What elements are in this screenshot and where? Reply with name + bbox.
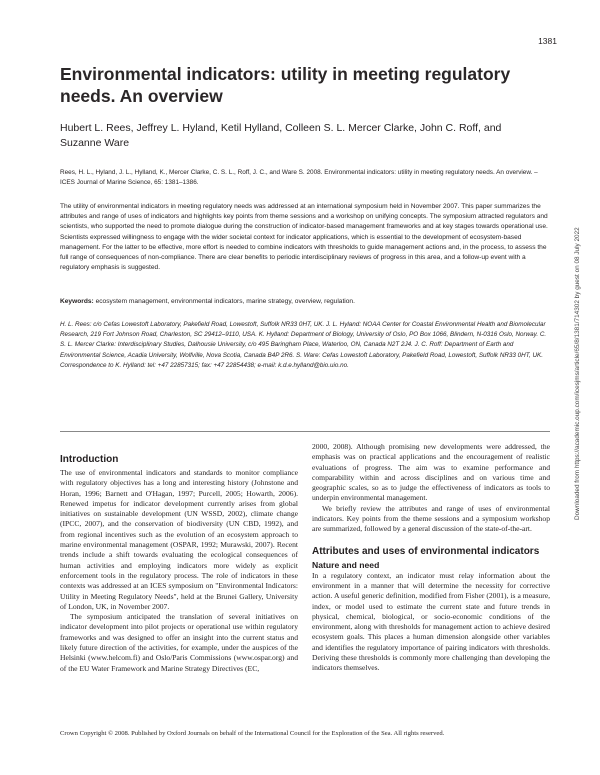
attributes-heading: Attributes and uses of environmental indicators	[312, 545, 540, 557]
keywords-text: ecosystem management, environmental indicators, marine strategy, overview, regulation.	[95, 298, 355, 305]
nature-need-subheading: Nature and need	[312, 559, 380, 570]
intro-paragraph-2: The symposium anticipated the translation of several initiatives on indicator development into pilot projects or operational use within regulatory frameworks and was designed to offer an insight into the current status and likely future direction of the activities, for example, under the auspices of the Helsinki (www.helcom.fi) and Oslo/Paris Commissions (www.ospar.org) and of the EU Water Framework and Marine Strategy Directives (EC,	[60, 612, 298, 673]
intro-paragraph-3: 2000, 2008). Although promising new developments were addressed, the emphasis was on practical applications and the encouragement of realistic evaluations of progress. The aim was to examine performance and comparability within and across disciplines and on various time and geographic scales, so as to judge the effectiveness of indicators as tools to underpin environmental management.	[312, 442, 550, 503]
author-affiliations: H. L. Rees: c/o Cefas Lowestoft Laboratory, Pakefield Road, Lowestoft, Suffolk NR33 0HT, UK. J. L. Hyland: NOAA Center for Coastal Environmental Health and Biomolecular Research, 219 Fort Johnson Road, Charleston, SC 29412–9110, USA. K. Hylland: Department of Biology, University of Oslo, PO Box 1066, Blindern, N-0316 Oslo, Norway. C. S. L. Mercer Clarke: Interdisciplinary Studies, Dalhousie University, c/o 495 Baringham Place, Waterloo, ON, Canada N2T 2J4. J. C. Roff: Department of Earth and Environmental Science, Acadia University, Wolfville, Nova Scotia, Canada B4P 2R6. S. Ware: Cefas Lowestoft Laboratory, Pakefield Road, Lowestoft, Suffolk NR33 0HT, UK. Correspondence to K. Hylland: tel: +47 22857315; fax: +47 22854438; e-mail: k.d.e.hylland@bio.uio.no.	[60, 321, 547, 369]
article-title: Environmental indicators: utility in meeting regulatory needs. An overview	[60, 64, 511, 106]
keywords-label: Keywords:	[60, 298, 94, 305]
author-list: Hubert L. Rees, Jeffrey L. Hyland, Ketil Hylland, Colleen S. L. Mercer Clarke, John C. Roff, and Suzanne Ware	[60, 122, 502, 149]
nature-paragraph: In a regulatory context, an indicator must relay information about the environment in a manner that will determine the necessity for corrective action. A useful generic definition, modified from Fisher (2001), is a measure, index, or model used to estimate the current state and future trends in physical, chemical, biological, or socio-economic conditions of the environment, along with thresholds for management action to achieve desired ecosystem goals. This places a human dimension alongside other variables and identifies the regulatory importance of pairing indicators with thresholds. Deriving these thresholds is commonly more challenging than developing the indicators themselves.	[312, 570, 550, 673]
introduction-heading: Introduction	[60, 454, 119, 465]
page-number: 1381	[538, 36, 557, 46]
left-column	[60, 453, 298, 674]
keywords	[60, 297, 550, 307]
section-divider	[60, 431, 550, 432]
abstract: The utility of environmental indicators in meeting regulatory needs was addressed at an international symposium held in November 2007. This paper summarizes the attributes and range of uses of indicators and highlights key points from theme sessions and a workshop on unifying concepts. The symposium attracted regulators and scientists, who supported the need to promote dialogue during the construction of indicator-based management frameworks and at key stages towards operational use. Scientists expressed willingness to engage with the wider societal context for indicator applications, which is essential to the development of ecosystem-based management. For the latter to be effective, more effort is needed to combine indicators with thresholds to guide management actions and, in the process, to assess the full range of consequences of non-compliance. There are clear benefits to periodic interdisciplinary reviews of progress in this area, and a follow-up event with a regulatory emphasis is suggested.	[60, 203, 548, 272]
intro-paragraph-1: The use of environmental indicators and standards to monitor compliance with regulatory objectives has a long and interesting history (Johnstone and Horan, 1996; Barnett and O'Hagan, 1997; Purcell, 2005; Howarth, 2006). Renewed impetus for indicator development currently arises from global initiatives on sustainable development (UN WSSD, 2002), climate change (IPCC, 2007), and the conservation of biodiversity (UN CBD, 1992), and from regional incentives such as the evolution of an ecosystem approach to marine environmental management (OSPAR, 1992; Murawski, 2007). Recent trends include a shift towards evaluating the ecological consequences of human activities and employing indicators more widely as explicit enforcement tools in the regulatory process. The role of indicators in these contexts was addressed at an ICES symposium on "Environmental Indicators: Utility in Meeting Regulatory Needs", held at the Brunei Gallery, University of London, UK, in November 2007.	[60, 468, 298, 611]
download-watermark: Downloaded from https://academic.oup.com/icesjms/article/65/8/1381/714302 by guest on 08 July 2022	[574, 227, 581, 520]
copyright-notice: Crown Copyright © 2008. Published by Oxford Journals on behalf of the International Council for the Exploration of the Sea. All rights reserved.	[60, 730, 445, 737]
intro-paragraph-4: We briefly review the attributes and range of uses of environmental indicators. Key points from the theme sessions and a symposium workshop are summarized, followed by a general discussion of the state-of-the-art.	[312, 503, 550, 534]
citation: Rees, H. L., Hyland, J. L., Hylland, K., Mercer Clarke, C. S. L., Roff, J. C., and Ware S. 2008. Environmental indicators: utility in meeting regulatory needs. An overview. – ICES Journal of Marine Science, 65: 1381–1386.	[60, 169, 538, 186]
right-column	[312, 442, 550, 674]
